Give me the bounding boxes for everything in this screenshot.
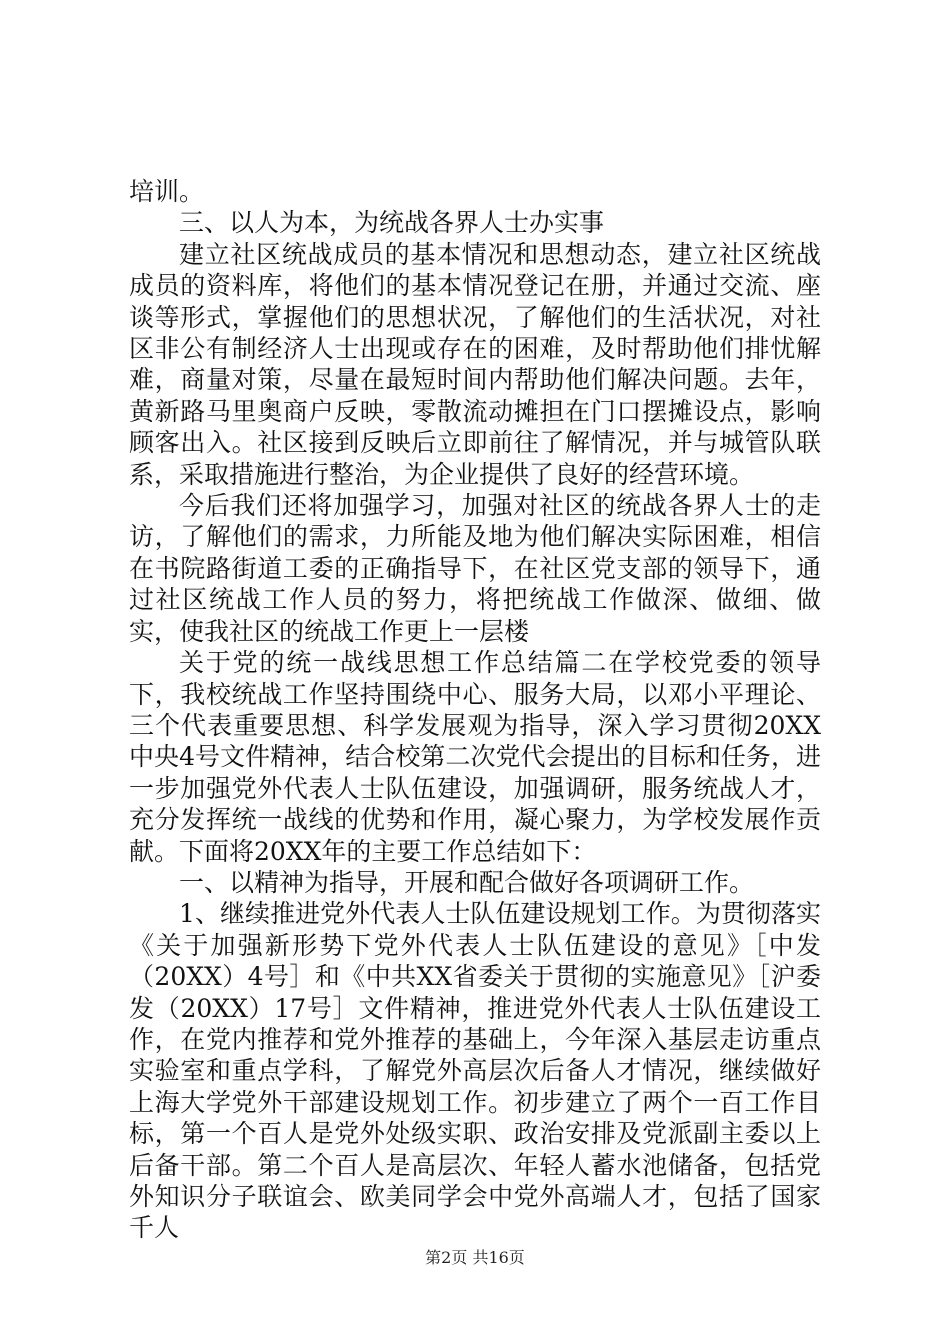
section-heading-3: 三、以人为本，为统战各界人士办实事 xyxy=(179,208,605,238)
paragraph-7: 1、继续推进党外代表人士队伍建设规划工作。为贯彻落实《关于加强新形势下党外代表人士队伍建设的意见》［中发（20XX）4号］和《中共XX省委关于贯彻的实施意见》［沪委发（20XX）17号］文件精神，推进党外代表人士队伍建设工作，在党内推荐和党外推荐的基础上，今年深入基层走访重点实验室和重点学科，了解党外高层次后备人才情况，继续做好上海大学党外干部建设规划工作。初步建立了两个一百工作目标，第一个百人是党外处级实职、政治安排及党派副主委以上后备干部。第二个百人是高层次、年轻人蓄水池储备，包括党外知识分子联谊会、欧美同学会中党外高端人才，包括了国家千人 xyxy=(129,899,821,1243)
paragraph-1: 培训。 xyxy=(129,177,205,206)
paragraph-3: 建立社区统战成员的基本情况和思想动态，建立社区统战成员的资料库，将他们的基本情况登记在册，并通过交流、座谈等形式，掌握他们的思想状况，了解他们的生活状况，对社区非公有制经济人士出现或存在的困难，及时帮助他们排忧解难，商量对策，尽量在最短时间内帮助他们解决问题。去年，黄新路马里奥商户反映，零散流动摊担在门口摆摊设点，影响顾客出入。社区接到反映后立即前往了解情况，并与城管队联系，采取措施进行整治，为企业提供了良好的经营环境。 xyxy=(129,239,821,489)
document-body xyxy=(129,176,821,1244)
page-number: 第2页 共16页 xyxy=(425,1248,525,1267)
paragraph-5: 关于党的统一战线思想工作总结篇二在学校党委的领导下，我校统战工作坚持围绕中心、服务大局，以邓小平理论、三个代表重要思想、科学发展观为指导，深入学习贯彻20XX中央4号文件精神，结合校第二次党代会提出的目标和任务，进一步加强党外代表人士队伍建设，加强调研，服务统战人才，充分发挥统一战线的优势和作用，凝心聚力，为学校发展作贡献。下面将20XX年的主要工作总结如下： xyxy=(129,648,821,866)
paragraph-4: 今后我们还将加强学习，加强对社区的统战各界人士的走访，了解他们的需求，力所能及地为他们解决实际困难，相信在书院路街道工委的正确指导下，在社区党支部的领导下，通过社区统战工作人员的努力，将把统战工作做深、做细、做实，使我社区的统战工作更上一层楼 xyxy=(129,491,821,646)
section-heading-1: 一、以精神为指导，开展和配合做好各项调研工作。 xyxy=(179,867,755,897)
